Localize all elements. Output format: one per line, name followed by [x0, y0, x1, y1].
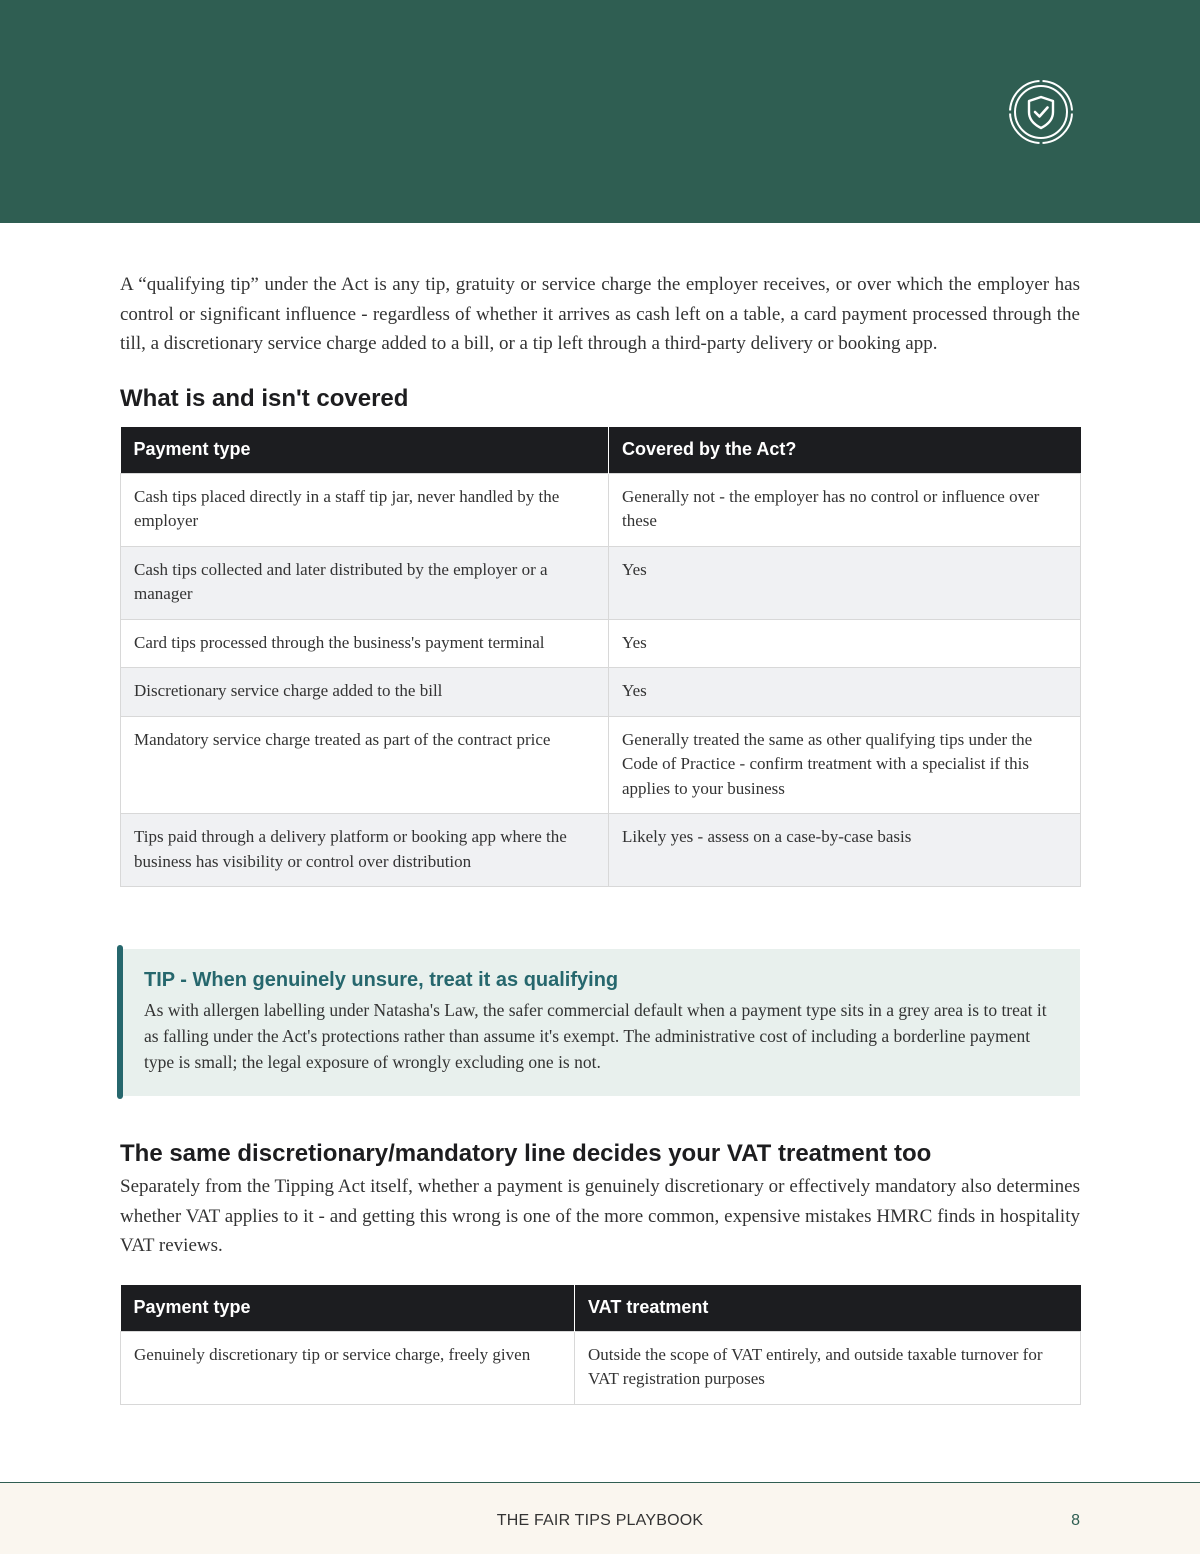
tip-title: TIP - When genuinely unsure, treat it as qualifying — [144, 969, 619, 991]
column-header: Payment type — [121, 1285, 575, 1332]
table-cell: Genuinely discretionary tip or service charge, freely given — [121, 1331, 575, 1404]
column-header: Payment type — [121, 427, 609, 474]
table-row — [121, 814, 1081, 887]
shield-check-icon — [1008, 79, 1074, 145]
page-footer — [0, 1482, 1200, 1554]
header-band — [0, 0, 1200, 223]
column-header: Covered by the Act? — [609, 427, 1081, 474]
column-header: VAT treatment — [575, 1285, 1081, 1332]
table-cell: Card tips processed through the business's payment terminal — [121, 619, 609, 668]
table-cell: Cash tips collected and later distributed by the employer or a manager — [121, 546, 609, 619]
table-cell: Yes — [609, 546, 1081, 619]
page-number: 8 — [1071, 1512, 1080, 1529]
intro-paragraph: A “qualifying tip” under the Act is any tip, gratuity or service charge the employer receives, or over which the employer has control or significant influence - regardless of whether it arrives as cash left on a table, a card payment processed through the till, a discretionary service charge added to a bill, or a tip left through a third-party delivery or booking app. — [120, 274, 1080, 354]
table-row — [121, 619, 1081, 668]
table-cell: Likely yes - assess on a case-by-case basis — [609, 814, 1081, 887]
table-cell: Yes — [609, 619, 1081, 668]
table-cell: Generally treated the same as other qualifying tips under the Code of Practice - confirm treatment with a specialist if this applies to your business — [609, 716, 1081, 814]
table-row — [121, 1331, 1081, 1404]
table-cell: Mandatory service charge treated as part of the contract price — [121, 716, 609, 814]
vat-section — [120, 1140, 1080, 1405]
table-row — [121, 473, 1081, 546]
table-row — [121, 716, 1081, 814]
table-cell: Yes — [609, 668, 1081, 717]
table-header-row — [121, 427, 1081, 474]
vat-table — [120, 1285, 1081, 1405]
main-content — [120, 270, 1080, 887]
vat-heading: The same discretionary/mandatory line decides your VAT treatment too — [120, 1140, 932, 1167]
tip-callout — [120, 949, 1080, 1096]
tip-text: As with allergen labelling under Natasha's Law, the safer commercial default when a payment type sits in a grey area is to treat it as falling under the Act's protections rather than assume it's exempt. The administrative cost of including a borderline payment type is small; the legal exposure of wrongly excluding one is not. — [144, 1000, 1047, 1072]
table-cell: Outside the scope of VAT entirely, and outside taxable turnover for VAT registration purposes — [575, 1331, 1081, 1404]
vat-paragraph: Separately from the Tipping Act itself, whether a payment is genuinely discretionary or effectively mandatory also determines whether VAT applies to it - and getting this wrong is one of the more common, expensive mistakes HMRC finds in hospitality VAT reviews. — [120, 1176, 1080, 1256]
callout-accent-bar — [117, 945, 123, 1099]
footer-title: THE FAIR TIPS PLAYBOOK — [496, 1512, 704, 1529]
table-cell: Discretionary service charge added to the bill — [121, 668, 609, 717]
table-cell: Generally not - the employer has no control or influence over these — [609, 473, 1081, 546]
table-row — [121, 546, 1081, 619]
table-row — [121, 668, 1081, 717]
coverage-heading: What is and isn't covered — [120, 384, 409, 412]
table-cell: Tips paid through a delivery platform or booking app where the business has visibility or control over distribution — [121, 814, 609, 887]
table-cell: Cash tips placed directly in a staff tip jar, never handled by the employer — [121, 473, 609, 546]
table-header-row — [121, 1285, 1081, 1332]
coverage-table — [120, 427, 1081, 888]
